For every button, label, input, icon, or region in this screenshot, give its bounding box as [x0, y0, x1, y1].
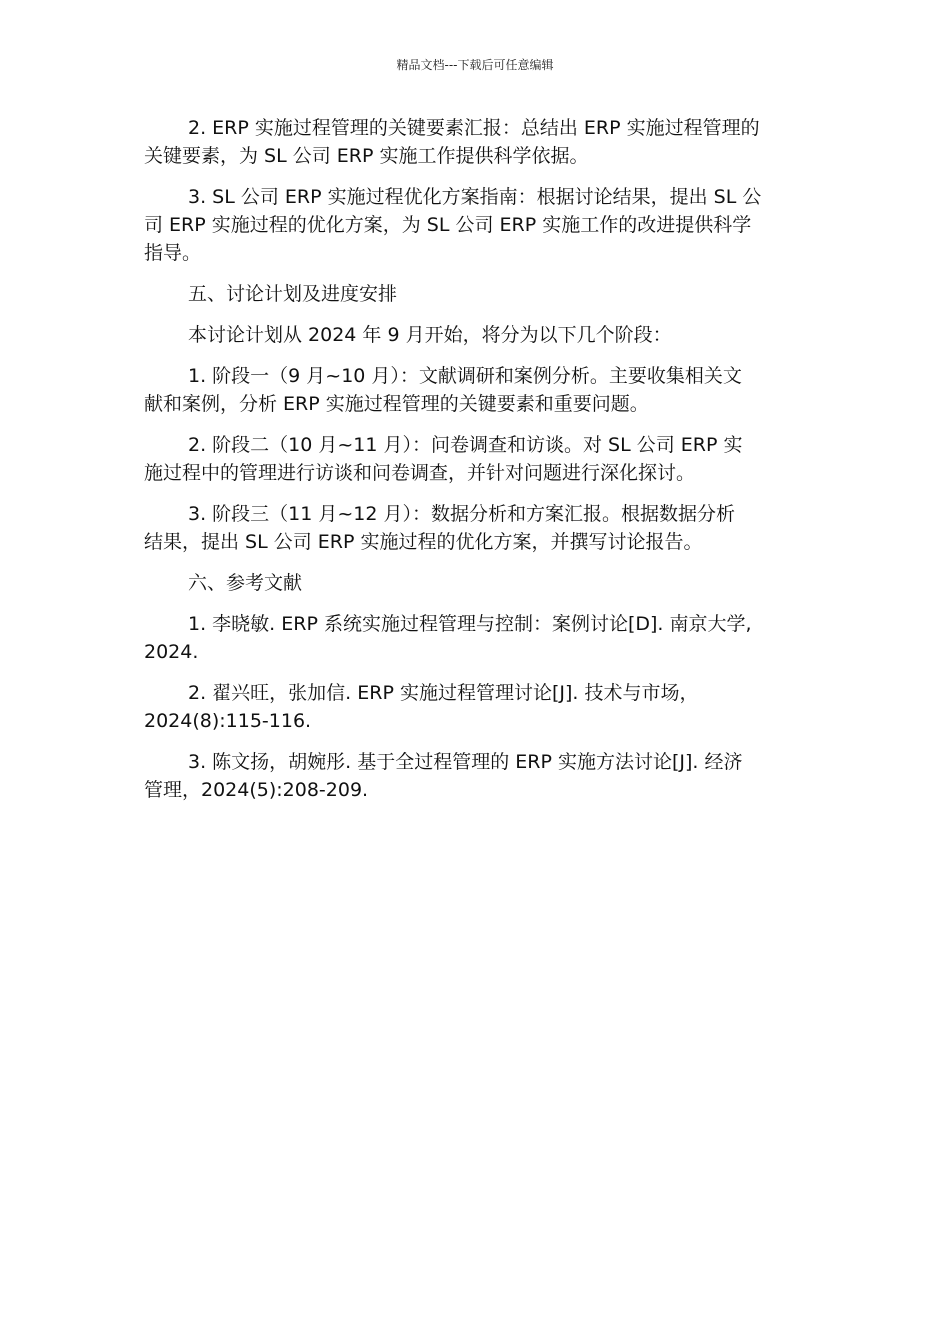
text-line: 1. 阶段一（9 月~10 月）：文献调研和案例分析。主要收集相关文 — [188, 365, 742, 387]
paragraph-deliverable-2 — [144, 114, 806, 170]
paragraph-stage-1 — [144, 362, 806, 418]
text-line: 2. 翟兴旺，张加信. ERP 实施过程管理讨论[J]. 技术与市场， — [188, 682, 699, 704]
text-line: 五、讨论计划及进度安排 — [188, 283, 398, 305]
paragraph-stage-2 — [144, 431, 806, 487]
section-heading-references — [144, 569, 806, 597]
text-line: 指导。 — [144, 242, 202, 264]
paragraph-plan-intro — [144, 321, 806, 349]
reference-item-3 — [144, 748, 806, 804]
paragraph-stage-3 — [144, 500, 806, 556]
text-line: 结果，提出 SL 公司 ERP 实施过程的优化方案，并撰写讨论报告。 — [144, 531, 703, 553]
text-line: 施过程中的管理进行访谈和问卷调查，并针对问题进行深化探讨。 — [144, 462, 696, 484]
text-line: 管理，2024(5):208-209. — [144, 779, 369, 801]
text-line: 关键要素，为 SL 公司 ERP 实施工作提供科学依据。 — [144, 145, 589, 167]
text-line: 司 ERP 实施过程的优化方案，为 SL 公司 ERP 实施工作的改进提供科学 — [144, 214, 752, 236]
text-line: 本讨论计划从 2024 年 9 月开始，将分为以下几个阶段： — [188, 324, 672, 346]
text-line: 2. ERP 实施过程管理的关键要素汇报：总结出 ERP 实施过程管理的 — [188, 117, 760, 139]
text-line: 献和案例，分析 ERP 实施过程管理的关键要素和重要问题。 — [144, 393, 649, 415]
section-heading-plan — [144, 280, 806, 308]
reference-item-2 — [144, 679, 806, 735]
text-line: 2. 阶段二（10 月~11 月）：问卷调查和访谈。对 SL 公司 ERP 实 — [188, 434, 743, 456]
text-line: 1. 李晓敏. ERP 系统实施过程管理与控制：案例讨论[D]. 南京大学, — [188, 613, 752, 635]
text-line: 3. 陈文扬，胡婉彤. 基于全过程管理的 ERP 实施方法讨论[J]. 经济 — [188, 751, 743, 773]
reference-item-1 — [144, 610, 806, 666]
text-line: 2024(8):115-116. — [144, 710, 312, 732]
text-line: 六、参考文献 — [188, 572, 303, 594]
text-line: 3. 阶段三（11 月~12 月）：数据分析和方案汇报。根据数据分析 — [188, 503, 736, 525]
text-line: 2024. — [144, 641, 199, 663]
paragraph-deliverable-3 — [144, 183, 806, 267]
document-body — [144, 114, 806, 817]
text-line: 3. SL 公司 ERP 实施过程优化方案指南：根据讨论结果，提出 SL 公 — [188, 186, 762, 208]
page-header: 精品文档---下载后可任意编辑 — [396, 58, 554, 72]
